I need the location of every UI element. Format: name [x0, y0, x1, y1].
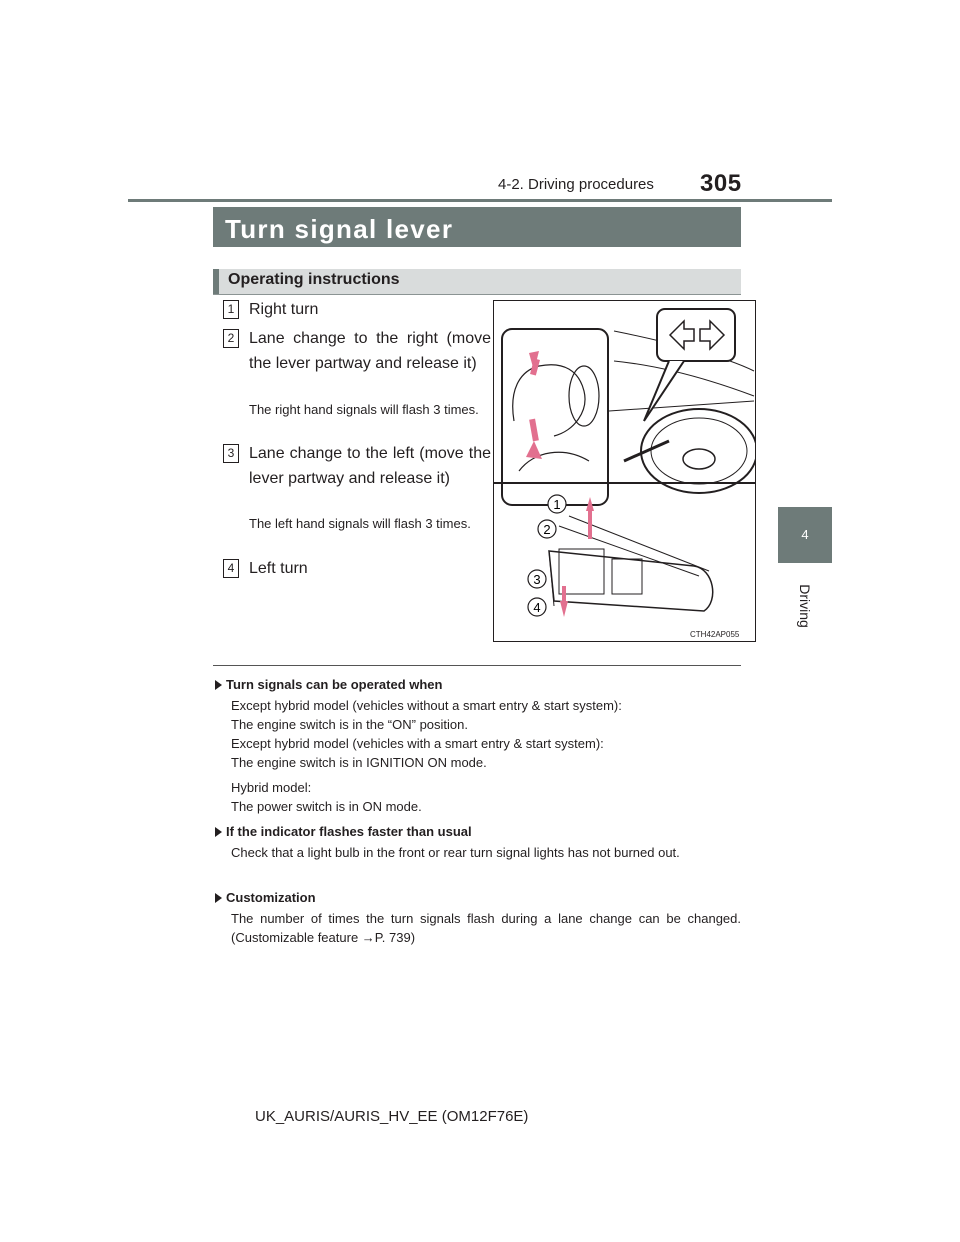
- step-number: 2: [223, 329, 239, 348]
- step-note: The right hand signals will flash 3 times.: [249, 402, 479, 417]
- note-body: The number of times the turn signals flash during a lane change can be changed. (Customizable feature →P. 739): [231, 911, 741, 945]
- figure-box: [493, 300, 756, 642]
- triangle-bullet-icon: [215, 827, 222, 837]
- document-footer: UK_AURIS/AURIS_HV_EE (OM12F76E): [255, 1108, 529, 1125]
- header-rule: [128, 199, 832, 202]
- note-body: Except hybrid model (vehicles without a smart entry & start system): The engine switch is in the “ON” position. Except hybrid model (vehicles with a smart entry & start system): The engine switch is in IGNITION ON mode. Hybrid model: The power switch is in ON mode.: [231, 698, 622, 814]
- notes-rule: [213, 665, 741, 666]
- note-heading: Turn signals can be operated when: [215, 676, 442, 694]
- page-number: 305: [700, 170, 742, 197]
- callout-1: 1: [553, 497, 561, 512]
- step-number: 3: [223, 444, 239, 463]
- step-number: 4: [223, 559, 239, 578]
- step-text: Lane change to the right (move the lever partway and release it): [249, 330, 491, 372]
- note-heading: If the indicator flashes faster than usual: [215, 823, 472, 841]
- triangle-bullet-icon: [215, 893, 222, 903]
- step-text: Right turn: [249, 301, 319, 318]
- callout-2: 2: [543, 522, 551, 537]
- note-body: Check that a light bulb in the front or rear turn signal lights has not burned out.: [231, 845, 680, 860]
- callout-3: 3: [533, 572, 541, 587]
- title-bar: [213, 207, 741, 247]
- turn-signal-illustration: [494, 301, 755, 641]
- chapter-tab: 4: [778, 507, 832, 563]
- subheading: Operating instructions: [228, 271, 400, 288]
- callout-4: 4: [533, 600, 541, 615]
- subheading-bar: [213, 269, 741, 294]
- triangle-bullet-icon: [215, 680, 222, 690]
- step-text: Left turn: [249, 560, 308, 577]
- figure-code: CTH42AP055: [690, 630, 740, 639]
- subheading-rule: [213, 294, 741, 295]
- note-heading: Customization: [215, 889, 316, 907]
- step-text: Lane change to the left (move the lever partway and release it): [249, 445, 491, 487]
- chapter-label: Driving: [797, 584, 813, 628]
- section-path: 4-2. Driving procedures: [498, 176, 654, 193]
- step-note: The left hand signals will flash 3 times.: [249, 516, 471, 531]
- page-title: Turn signal lever: [225, 214, 454, 244]
- step-number: 1: [223, 300, 239, 319]
